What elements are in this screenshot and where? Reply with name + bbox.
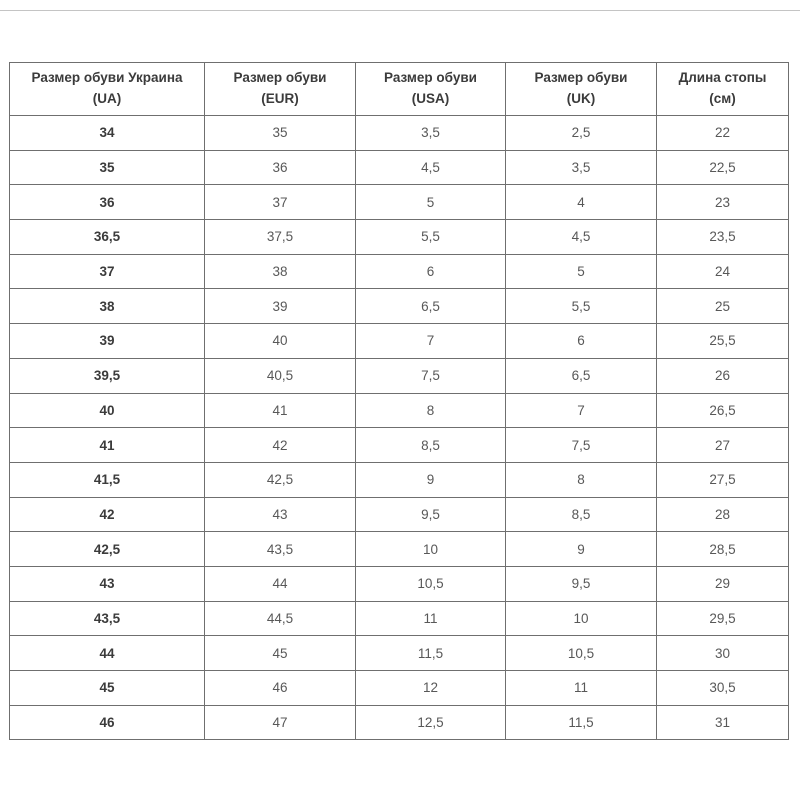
cell-ua-row4: 36,5: [10, 220, 205, 255]
cell-usa-row5: 6: [356, 254, 506, 289]
cell-eur-row9: 41: [205, 393, 356, 428]
cell-cm-row18: 31: [657, 705, 789, 740]
cell-cm-row12: 28: [657, 497, 789, 532]
table-row: [10, 497, 789, 532]
cell-eur-row15: 44,5: [205, 601, 356, 636]
cell-eur-row12: 43: [205, 497, 356, 532]
table-row: [10, 705, 789, 740]
cell-uk-row6: 5,5: [506, 289, 657, 324]
cell-uk-row11: 8: [506, 462, 657, 497]
cell-eur-row8: 40,5: [205, 358, 356, 393]
cell-cm-row5: 24: [657, 254, 789, 289]
cell-cm-row13: 28,5: [657, 532, 789, 567]
cell-usa-row6: 6,5: [356, 289, 506, 324]
cell-uk-row1: 2,5: [506, 116, 657, 151]
table-row: [10, 220, 789, 255]
cell-uk-row16: 10,5: [506, 636, 657, 671]
cell-ua-row16: 44: [10, 636, 205, 671]
column-header-ua: [10, 63, 205, 116]
cell-ua-row3: 36: [10, 185, 205, 220]
cell-ua-row14: 43: [10, 566, 205, 601]
cell-eur-row16: 45: [205, 636, 356, 671]
cell-eur-row11: 42,5: [205, 462, 356, 497]
column-header-eur-line2: (EUR): [261, 91, 299, 106]
cell-cm-row3: 23: [657, 185, 789, 220]
cell-cm-row7: 25,5: [657, 324, 789, 359]
column-header-usa-line1: Размер обуви: [384, 70, 477, 86]
cell-usa-row1: 3,5: [356, 116, 506, 151]
cell-ua-row12: 42: [10, 497, 205, 532]
cell-usa-row18: 12,5: [356, 705, 506, 740]
cell-uk-row14: 9,5: [506, 566, 657, 601]
cell-ua-row13: 42,5: [10, 532, 205, 567]
cell-ua-row6: 38: [10, 289, 205, 324]
column-header-eur: [205, 63, 356, 116]
cell-usa-row10: 8,5: [356, 428, 506, 463]
column-header-cm-line1: Длина стопы: [678, 70, 767, 86]
column-header-cm: [657, 63, 789, 116]
column-header-usa: [356, 63, 506, 116]
table-row: [10, 358, 789, 393]
column-header-uk-line1: Размер обуви: [534, 70, 628, 86]
cell-cm-row8: 26: [657, 358, 789, 393]
table-row: [10, 289, 789, 324]
cell-usa-row4: 5,5: [356, 220, 506, 255]
shoe-size-table-container: [9, 62, 788, 740]
table-row: [10, 116, 789, 151]
cell-eur-row1: 35: [205, 116, 356, 151]
cell-usa-row14: 10,5: [356, 566, 506, 601]
cell-ua-row10: 41: [10, 428, 205, 463]
cell-cm-row2: 22,5: [657, 150, 789, 185]
cell-eur-row13: 43,5: [205, 532, 356, 567]
cell-eur-row6: 39: [205, 289, 356, 324]
top-divider: [0, 10, 800, 11]
table-row: [10, 185, 789, 220]
cell-ua-row9: 40: [10, 393, 205, 428]
column-header-uk: [506, 63, 657, 116]
column-header-cm-line2: (см): [709, 91, 736, 106]
cell-usa-row13: 10: [356, 532, 506, 567]
table-row: [10, 428, 789, 463]
cell-uk-row15: 10: [506, 601, 657, 636]
cell-usa-row11: 9: [356, 462, 506, 497]
cell-uk-row4: 4,5: [506, 220, 657, 255]
table-row: [10, 324, 789, 359]
cell-usa-row9: 8: [356, 393, 506, 428]
cell-cm-row14: 29: [657, 566, 789, 601]
cell-ua-row18: 46: [10, 705, 205, 740]
cell-eur-row10: 42: [205, 428, 356, 463]
cell-usa-row12: 9,5: [356, 497, 506, 532]
cell-usa-row17: 12: [356, 671, 506, 706]
table-row: [10, 566, 789, 601]
cell-ua-row7: 39: [10, 324, 205, 359]
cell-eur-row5: 38: [205, 254, 356, 289]
cell-cm-row15: 29,5: [657, 601, 789, 636]
cell-usa-row7: 7: [356, 324, 506, 359]
cell-uk-row17: 11: [506, 671, 657, 706]
table-row: [10, 462, 789, 497]
cell-uk-row18: 11,5: [506, 705, 657, 740]
cell-ua-row5: 37: [10, 254, 205, 289]
cell-cm-row4: 23,5: [657, 220, 789, 255]
table-row: [10, 671, 789, 706]
table-row: [10, 393, 789, 428]
cell-eur-row18: 47: [205, 705, 356, 740]
table-row: [10, 601, 789, 636]
shoe-size-conversion-table: [9, 62, 789, 740]
cell-usa-row3: 5: [356, 185, 506, 220]
cell-uk-row10: 7,5: [506, 428, 657, 463]
cell-uk-row8: 6,5: [506, 358, 657, 393]
cell-cm-row1: 22: [657, 116, 789, 151]
cell-uk-row13: 9: [506, 532, 657, 567]
cell-eur-row17: 46: [205, 671, 356, 706]
cell-ua-row2: 35: [10, 150, 205, 185]
cell-eur-row2: 36: [205, 150, 356, 185]
table-row: [10, 532, 789, 567]
column-header-eur-line1: Размер обуви: [233, 70, 327, 86]
cell-uk-row12: 8,5: [506, 497, 657, 532]
cell-ua-row17: 45: [10, 671, 205, 706]
cell-ua-row11: 41,5: [10, 462, 205, 497]
table-row: [10, 150, 789, 185]
cell-eur-row7: 40: [205, 324, 356, 359]
cell-uk-row3: 4: [506, 185, 657, 220]
cell-eur-row4: 37,5: [205, 220, 356, 255]
table-row: [10, 636, 789, 671]
table-row: [10, 254, 789, 289]
cell-usa-row2: 4,5: [356, 150, 506, 185]
cell-cm-row9: 26,5: [657, 393, 789, 428]
cell-ua-row1: 34: [10, 116, 205, 151]
cell-cm-row6: 25: [657, 289, 789, 324]
cell-usa-row15: 11: [356, 601, 506, 636]
cell-uk-row5: 5: [506, 254, 657, 289]
column-header-uk-line2: (UK): [566, 91, 596, 106]
cell-eur-row3: 37: [205, 185, 356, 220]
cell-usa-row16: 11,5: [356, 636, 506, 671]
cell-usa-row8: 7,5: [356, 358, 506, 393]
cell-uk-row2: 3,5: [506, 150, 657, 185]
cell-eur-row14: 44: [205, 566, 356, 601]
cell-cm-row10: 27: [657, 428, 789, 463]
column-header-ua-line2: (UA): [92, 91, 122, 106]
column-header-usa-line2: (USA): [411, 91, 450, 106]
cell-uk-row9: 7: [506, 393, 657, 428]
cell-cm-row11: 27,5: [657, 462, 789, 497]
cell-cm-row17: 30,5: [657, 671, 789, 706]
cell-ua-row8: 39,5: [10, 358, 205, 393]
cell-uk-row7: 6: [506, 324, 657, 359]
cell-cm-row16: 30: [657, 636, 789, 671]
table-header-row: [10, 63, 789, 116]
cell-ua-row15: 43,5: [10, 601, 205, 636]
column-header-ua-line1: Размер обуви Украина: [31, 70, 183, 86]
